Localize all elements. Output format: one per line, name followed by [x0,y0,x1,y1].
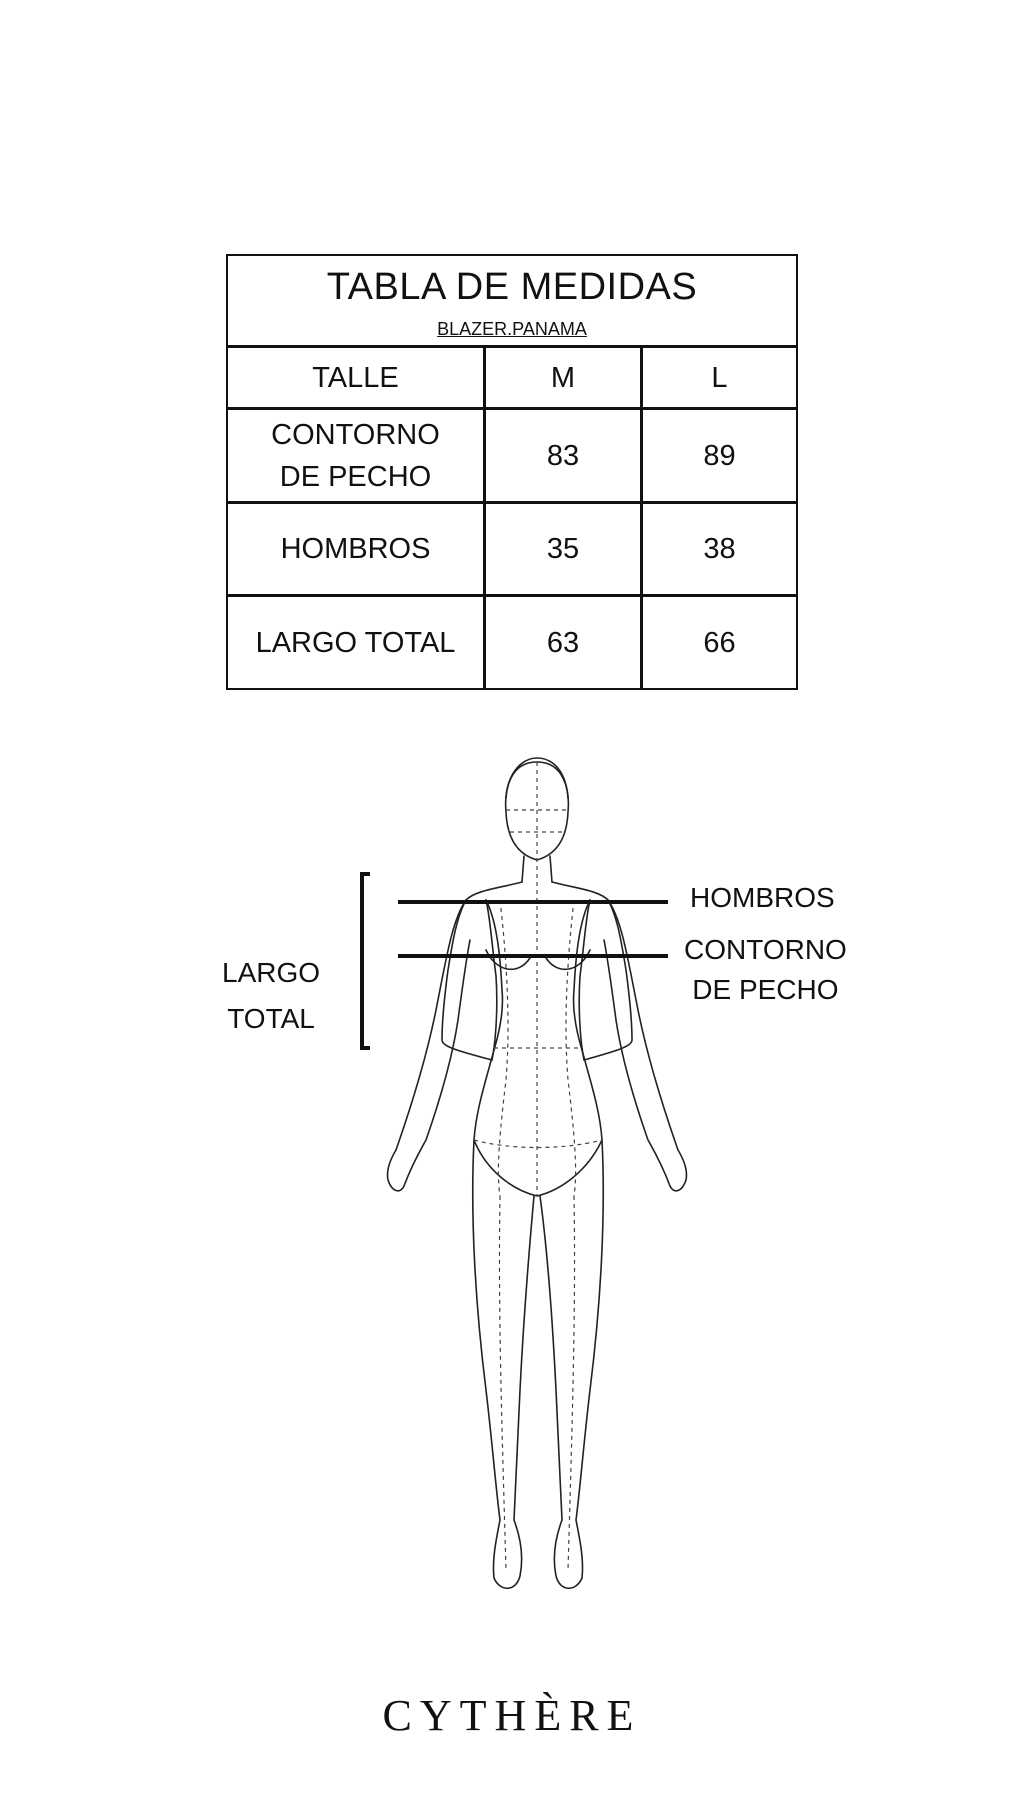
header-cell-m: M [486,348,643,407]
bust [486,950,590,969]
value-cell: 38 [703,533,736,565]
label-line: TOTAL [227,1003,315,1034]
size-table [226,254,798,690]
table-row [228,504,796,597]
table-header [228,256,796,348]
fashion-croquis-drawing [0,750,1024,1610]
torso-right [552,882,632,1060]
brand-logo: CYTHÈRE [382,1691,642,1740]
hombros-label: HOMBROS [690,882,835,913]
row-label-line: CONTORNO [271,418,440,451]
table-subtitle: BLAZER.PANAMA [437,319,587,339]
body-measurement-figure [0,750,1024,1610]
table-header-row [228,348,796,410]
label-line: LARGO [222,957,321,988]
leg-center-left [499,1196,506,1570]
header-cell-talle: TALLE [228,348,486,407]
arm-left [387,900,470,1191]
label-line: DE PECHO [692,974,839,1005]
label-line: CONTORNO [684,934,847,965]
row-label-line: DE PECHO [279,460,432,493]
header-cell-l: L [711,361,728,394]
value-cell: 66 [703,626,736,659]
torso-body [486,900,590,1050]
value-cell: 89 [703,439,736,472]
row-label-largo: LARGO TOTAL [228,597,486,688]
leg-right [540,1140,603,1588]
value-cell: 35 [486,504,643,594]
leg-center-right [568,1196,575,1570]
contorno-pecho-label [684,930,847,1010]
torso-left [442,882,522,1060]
pelvis [474,1140,602,1196]
hips [474,1050,602,1140]
largo-total-label [222,950,320,1042]
value-cell: 63 [486,597,643,688]
leg-left [473,1140,534,1588]
largo-total-bracket [362,874,370,1048]
table-title: TABLA DE MEDIDAS [326,266,698,308]
value-cell: 83 [486,410,643,501]
row-label-hombros: HOMBROS [228,504,486,594]
hip-line [474,1140,602,1148]
row-label-contorno [228,410,486,501]
table-row [228,597,796,688]
arm-right [604,900,687,1191]
table-row [228,410,796,504]
